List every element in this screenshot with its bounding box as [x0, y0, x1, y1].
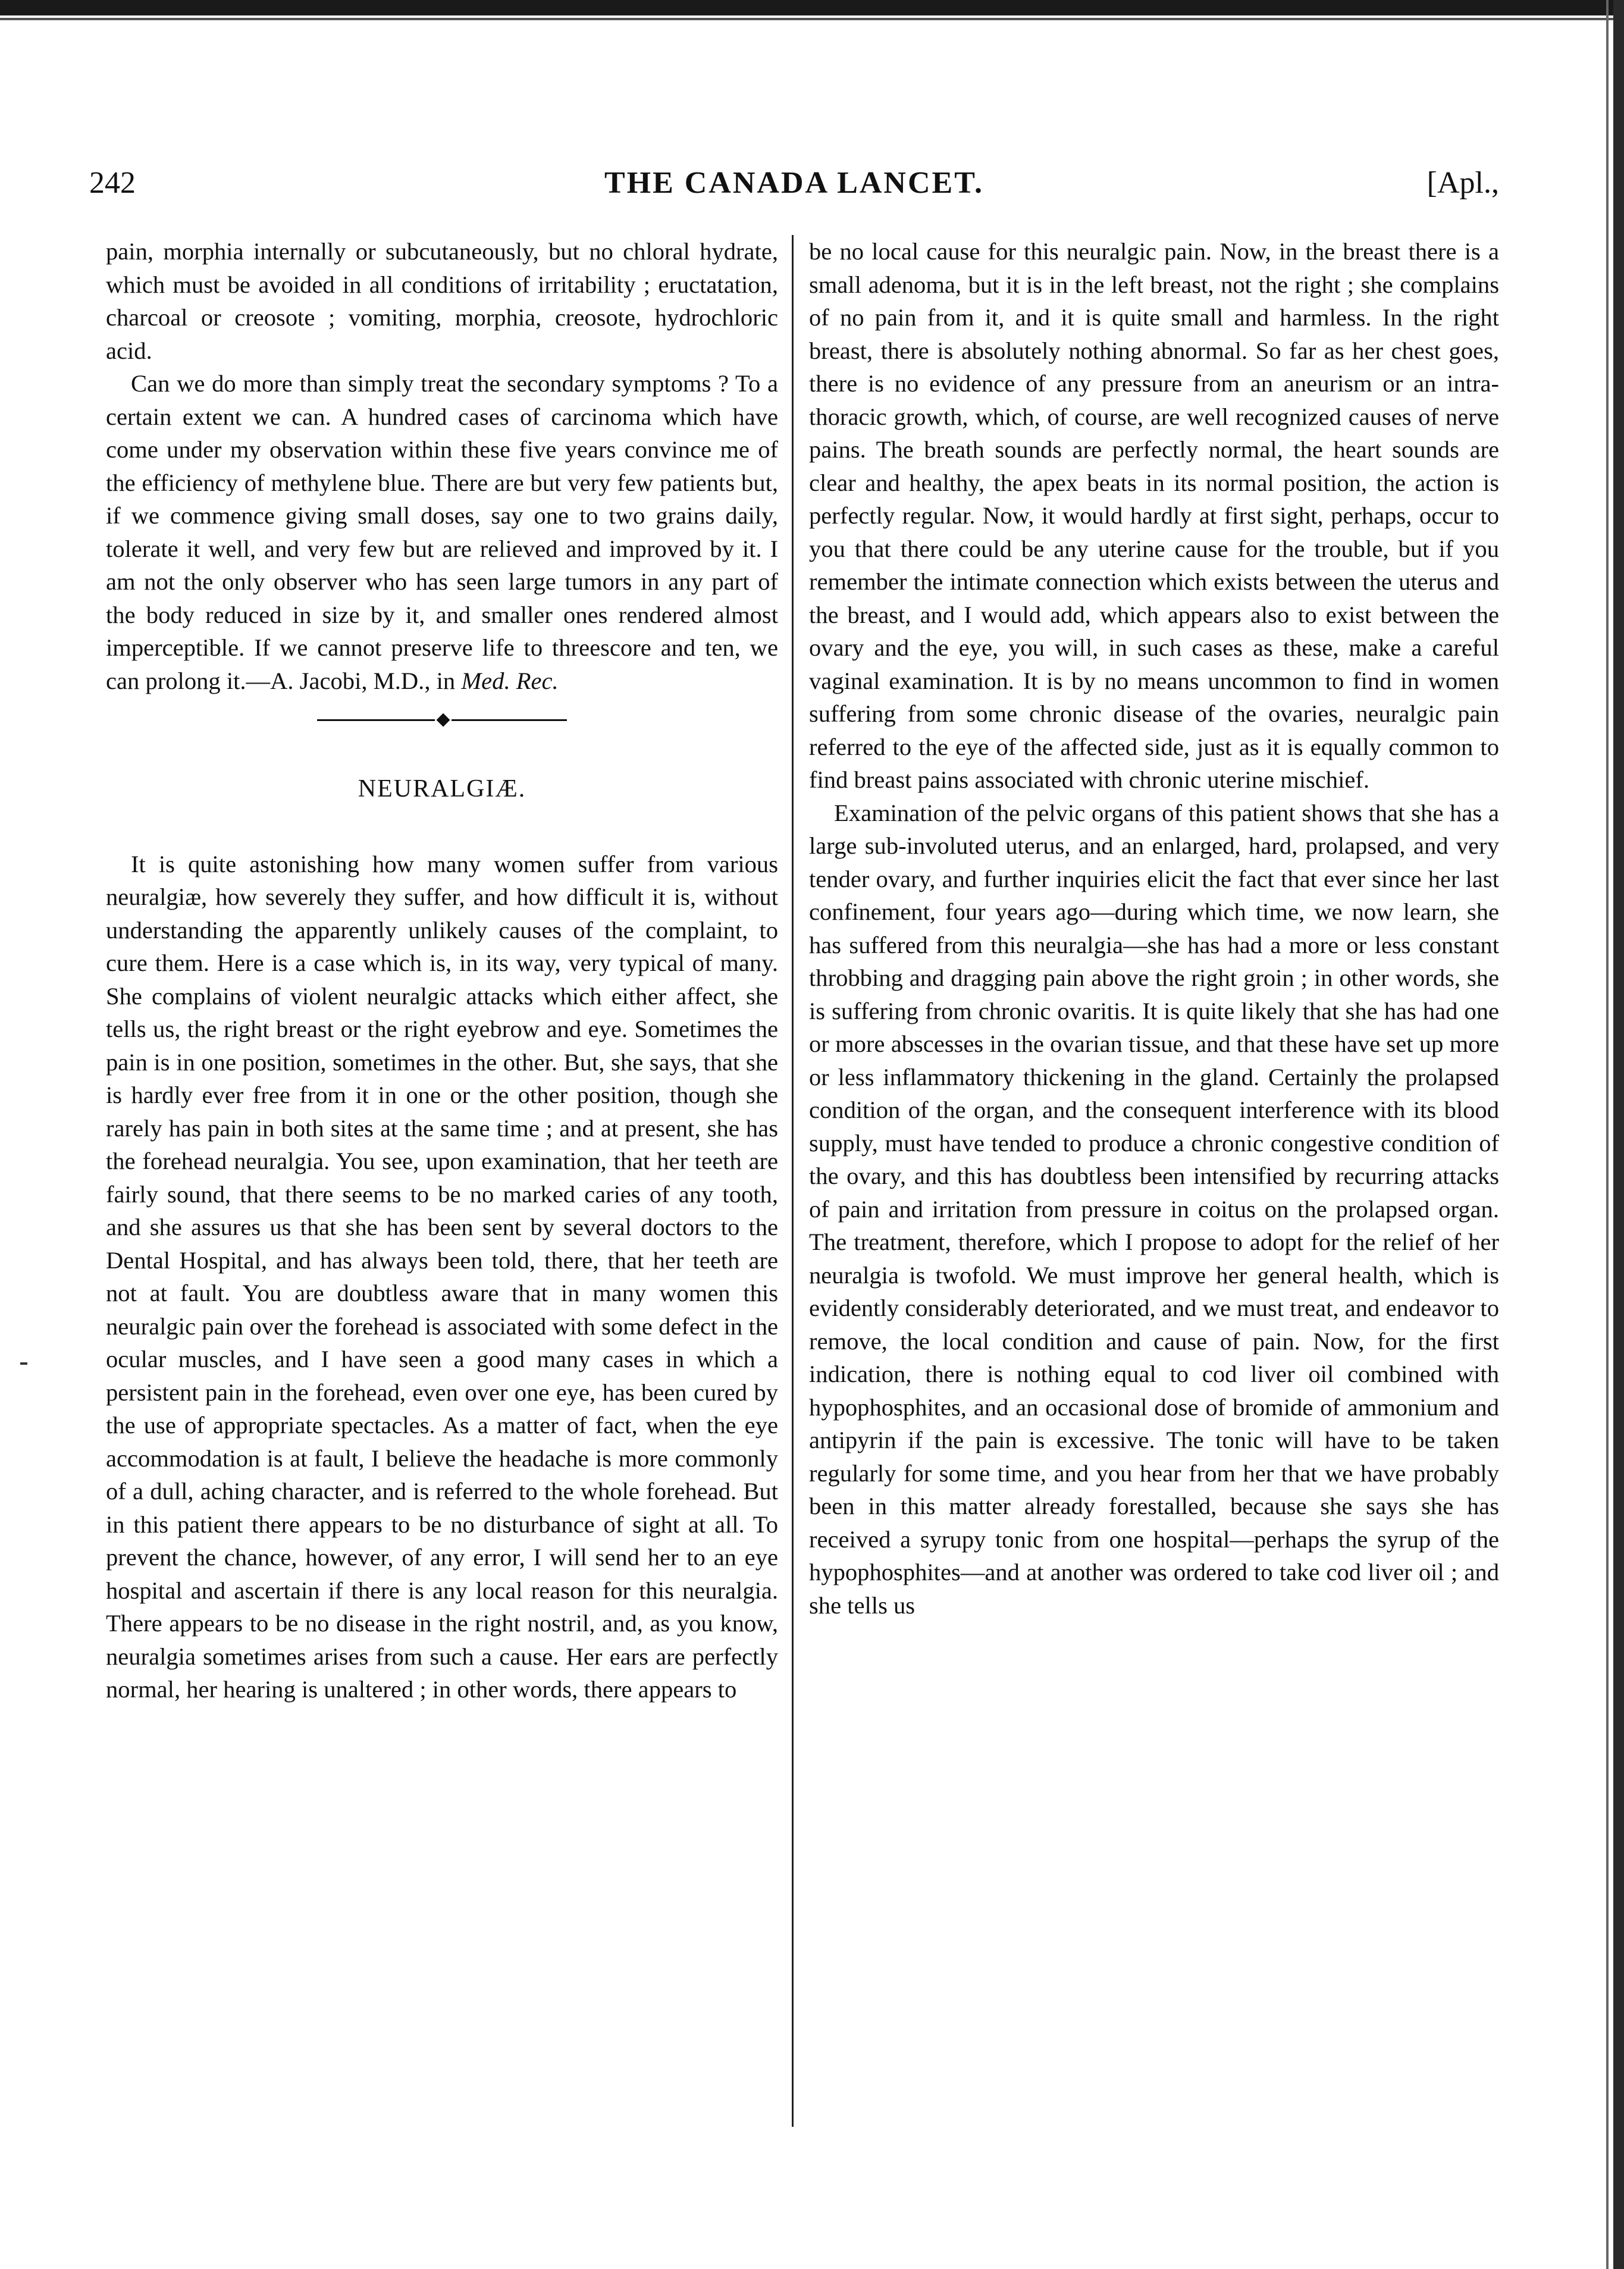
left-column	[106, 235, 778, 1706]
top-page-edge-line	[0, 18, 1624, 20]
paragraph: It is quite astonishing how many women suffer from various neuralgiæ, how severely they suffer, and how difficult it is, without understanding the apparently unlikely causes of the complaint, to cure them. Here is a case which is, in its way, very typical of many. She complains of violent neuralgic attacks which either affect, she tells us, the right breast or the right eyebrow and eye. Sometimes the pain is in one position, sometimes in the other. But, she says, that she is hardly ever free from it in one or the other position, though she rarely has pain in both sites at the same time ; and at present, she has the forehead neuralgia. You see, upon examination, that her teeth are fairly sound, that there seems to be no marked caries of any tooth, and she assures us that she has been sent by several doctors to the Dental Hospital, and has always been told, there, that her teeth are not at fault. You are doubtless aware that in many women this neuralgic pain over the forehead is associated with some defect in the ocular muscles, and I have seen a good many cases in which a persistent pain in the forehead, even over one eye, has been cured by the use of appropriate spectacles. As a matter of fact, when the eye accommodation is at fault, I believe the headache is more commonly of a dull, aching character, and is referred to the whole forehead. But in this patient there appears to be no disturbance of sight at all. To prevent the chance, however, of any error, I will send her to an eye hospital and ascertain if there is any local reason for this neuralgia. There appears to be no disease in the right nostril, and, as you know, neuralgia sometimes arises from such a cause. Her ears are perfectly normal, her hearing is unaltered ; in other words, there appears to	[106, 850, 778, 1703]
paragraph: pain, morphia internally or subcutaneously, but no chloral hydrate, which must be avoided in all conditions of irritability ; eructatation, charcoal or creosote ; vomiting, morphia, creosote, hydrochloric acid.	[106, 238, 778, 364]
paragraph	[106, 367, 778, 697]
section-divider	[106, 703, 778, 736]
page-number: 242	[89, 166, 136, 200]
running-header	[89, 165, 1499, 213]
paragraph: be no local cause for this neuralgic pain. Now, in the breast there is a small adenoma, but it is in the left breast, not the right ; she complains of no pain from it, and it is quite small and harmless. In the right breast, there is absolutely nothing abnormal. So far as her chest goes, there is no evidence of any pressure from an aneurism or an intra-thoracic growth, which, of course, are well recognized causes of nerve pains. The breath sounds are perfectly normal, the heart sounds are clear and healthy, the apex beats in its normal position, the action is perfectly regular. Now, it would hardly at first sight, perhaps, occur to you that there could be any uterine cause for the trouble, but if you remember the intimate connection which exists between the uterus and the breast, and I would add, which appears also to exist between the ovary and the eye, you will, in such cases as these, make a careful vaginal examination. It is by no means uncommon to find in women suffering from some chronic disease of the ovaries, neuralgic pain referred to the eye of the affected side, just as it is equally common to find breast pains associated with chronic uterine mischief.	[809, 238, 1499, 793]
right-page-edge-line	[1606, 0, 1609, 2269]
citation-source: Med. Rec.	[461, 667, 559, 694]
right-page-edge	[1613, 0, 1624, 2269]
journal-title: THE CANADA LANCET.	[604, 166, 985, 200]
issue-month: [Apl.,	[1427, 166, 1499, 200]
paragraph: Examination of the pelvic organs of this patient shows that she has a large sub-involuted uterus, and an enlarged, hard, prolapsed, and very tender ovary, and further inquiries elicit the fact that ever since her last confinement, four years ago—during which time, we now learn, she has suffered from this neuralgia—she has had a more or less constant throbbing and dragging pain above the right groin ; in other words, she is suffering from chronic ovaritis. It is quite likely that she has had one or more abscesses in the ovarian tissue, and that these have set up more or less inflammatory thickening in the gland. Certainly the prolapsed condition of the organ, and the consequent interference with its blood supply, must have tended to produce a chronic congestive condition of the ovary, and this has doubtless been intensified by recurring attacks of pain and irritation from pressure in coitus on the prolapsed organ. The treatment, therefore, which I propose to adopt for the relief of her neuralgia is twofold. We must improve her general health, which is evidently considerably deteriorated, and we must treat, and endeavor to remove, the local condition and cause of pain. Now, for the first indication, there is nothing equal to cod liver oil combined with hypophosphites, and an occasional dose of bromide of ammonium and antipyrin if the pain is excessive. The tonic will have to be taken regularly for some time, and you hear from her that we have probably been in this matter already forestalled, because she says she has received a syrupy tonic from one hospital—perhaps the syrup of the hypophosphites—and at another was ordered to take cod liver oil ; and she tells us	[809, 799, 1499, 1619]
column-divider	[792, 235, 794, 2127]
section-heading: NEURALGIÆ.	[358, 775, 526, 803]
margin-mark	[20, 1362, 27, 1365]
top-page-edge	[0, 0, 1624, 15]
divider-ornament-icon: ◆	[435, 711, 452, 728]
right-column	[809, 235, 1499, 1622]
paragraph-text: Can we do more than simply treat the secondary symptoms ? To a certain extent we can. A hundred cases of carcinoma which have come under my observation within these five years convince me of the efficiency of methylene blue. There are but very few patients but, if we commence giving small doses, say one to two grains daily, tolerate it well, and very few but are relieved and improved by it. I am not the only observer who has seen large tumors in any part of the body reduced in size by it, and smaller ones rendered almost imperceptible. If we cannot preserve life to threescore and ten, we can prolong it.—A. Jacobi, M.D., in	[106, 370, 778, 694]
